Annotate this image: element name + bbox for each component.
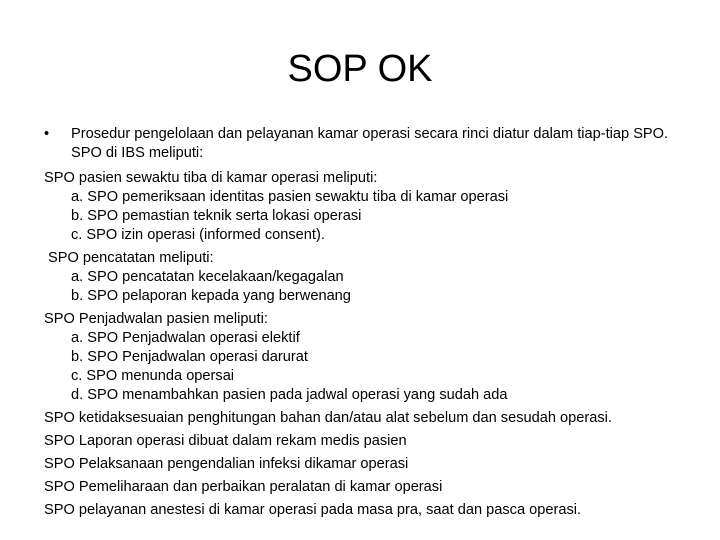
list-item: a. SPO pemeriksaan identitas pasien sewaktu tiba di kamar operasi [71, 189, 509, 205]
group-heading: SPO pasien sewaktu tiba di kamar operasi meliputi: [44, 170, 378, 186]
group-heading: SPO pencatatan meliputi: [44, 250, 214, 266]
group-recording [44, 249, 694, 306]
list-item: b. SPO pemastian teknik serta lokasi operasi [71, 208, 362, 224]
group-heading: SPO Penjadwalan pasien meliputi: [44, 311, 268, 327]
spo-line: SPO Pemeliharaan dan perbaikan peralatan di kamar operasi [44, 479, 443, 495]
slide-body [44, 125, 694, 524]
list-item: c. SPO izin operasi (informed consent). [71, 227, 325, 243]
list-item: b. SPO Penjadwalan operasi darurat [71, 349, 308, 365]
intro-bullet [44, 125, 694, 163]
spo-line: SPO ketidaksesuaian penghitungan bahan dan/atau alat sebelum dan sesudah operasi. [44, 410, 612, 426]
list-item: b. SPO pelaporan kepada yang berwenang [71, 288, 351, 304]
bullet-icon: • [44, 126, 50, 142]
spo-line: SPO pelayanan anestesi di kamar operasi pada masa pra, saat dan pasca operasi. [44, 502, 582, 518]
list-item: c. SPO menunda opersai [71, 368, 235, 384]
group-arrival [44, 169, 694, 245]
group-scheduling [44, 310, 694, 405]
list-item: a. SPO pencatatan kecelakaan/kegagalan [71, 269, 344, 285]
intro-text: Prosedur pengelolaan dan pelayanan kamar operasi secara rinci diatur dalam tiap-tiap SPO. SPO di IBS meliputi: [71, 126, 669, 161]
spo-line: SPO Pelaksanaan pengendalian infeksi dikamar operasi [44, 456, 409, 472]
spo-line: SPO Laporan operasi dibuat dalam rekam medis pasien [44, 433, 407, 449]
list-item: d. SPO menambahkan pasien pada jadwal operasi yang sudah ada [71, 387, 508, 403]
list-item: a. SPO Penjadwalan operasi elektif [71, 330, 300, 346]
slide-title: SOP OK [287, 48, 433, 90]
